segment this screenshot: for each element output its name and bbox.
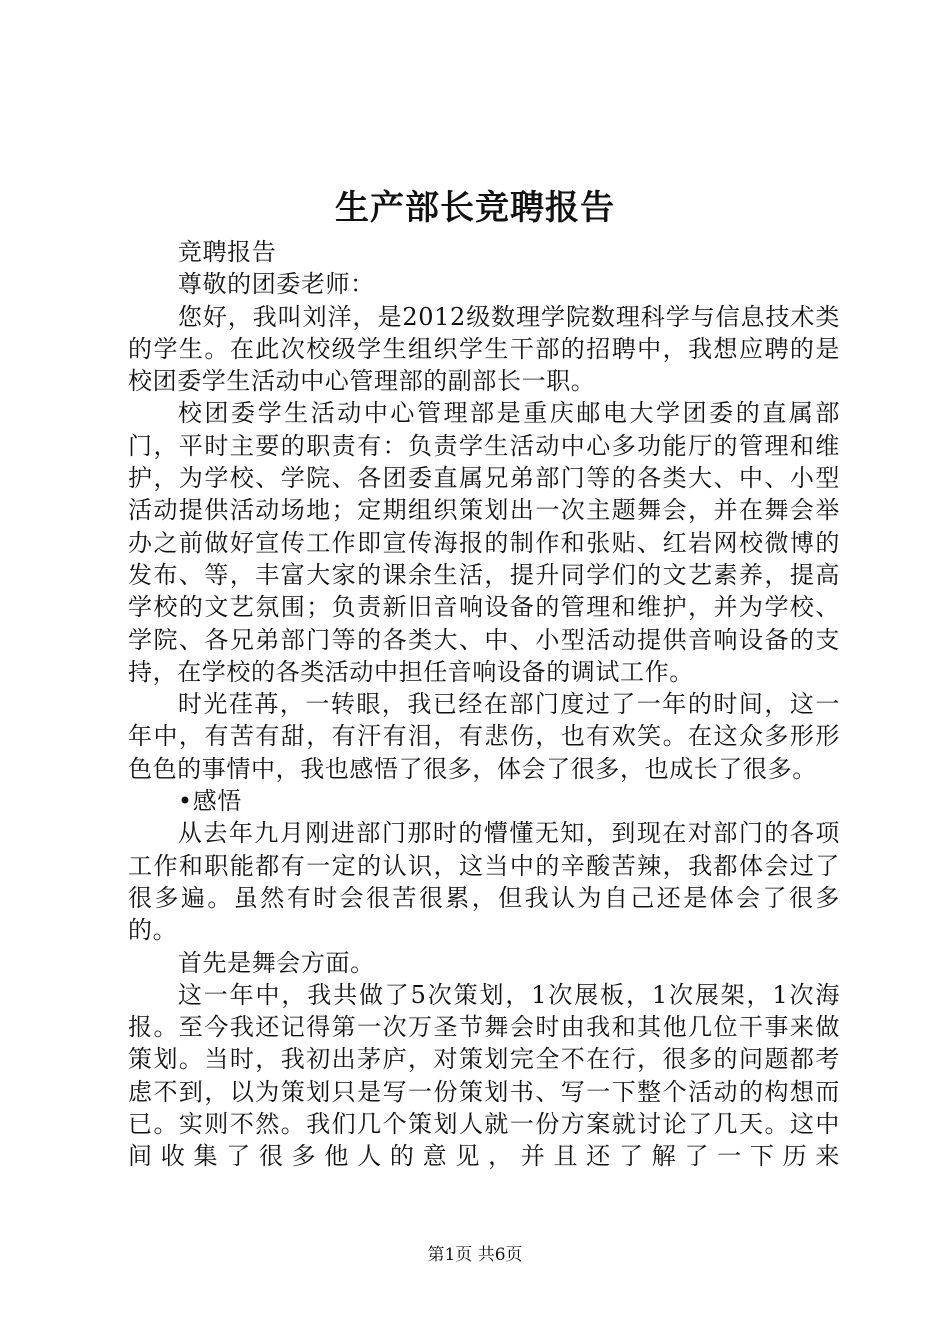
paragraph-heading: 竞聘报告 [177,238,277,266]
paragraph-department-duties: 校团委学生活动中心管理部是重庆邮电大学团委的直属部门，平时主要的职责有：负责学生活动中心多功能厅的管理和维护，为学校、学院、各团委直属兄弟部门等的各类大、中、小型活动提供活动场地；定期组织策划出一次主题舞会，并在舞会举办之前做好宣传工作即宣传海报的制作和张贴、红岩网校微博的发布、等，丰富大家的课余生活，提升同学们的文艺素养，提高学校的文艺氛围；负责新旧音响设备的管理和维护，并为学校、学院、各兄弟部门等的各类大、中、小型活动提供音响设备的支持，在学校的各类活动中担任音响设备的调试工作。 [128,399,840,686]
paragraph-salutation: 尊敬的团委老师： [177,270,375,299]
paragraph-dance-topic: 首先是舞会方面。 [177,948,375,977]
paragraph-one-year: 时光荏苒，一转眼，我已经在部门度过了一年的时间，这一年中，有苦有甜，有汗有泪，有悲伤，也有欢笑。在这众多形形色色的事情中，我也感悟了很多，体会了很多，也成长了很多。 [128,690,840,783]
document-title: 生产部长竞聘报告 [335,188,615,228]
paragraph-reflection: 从去年九月刚进部门那时的懵懂无知，到现在对部门的各项工作和职能都有一定的认识，这当中的辛酸苦辣，我都体会过了很多遍。虽然有时会很苦很累，但我认为自己还是体会了很多的。 [128,819,840,945]
paragraph-intro: 您好，我叫刘洋，是2012级数理学院数理科学与信息技术类的学生。在此次校级学生组织学生干部的招聘中，我想应聘的是校团委学生活动中心管理部的副部长一职。 [128,302,840,396]
document-body [128,236,840,1173]
page-footer: 第1页 共6页 [427,1245,523,1265]
paragraph-section-heading: •感悟 [177,787,242,816]
paragraph-planning: 这一年中，我共做了5次策划，1次展板，1次展架，1次海报。至今我还记得第一次万圣节舞会时由我和其他几位干事来做策划。当时，我初出茅庐，对策划完全不在行，很多的问题都考虑不到，以为策划只是写一份策划书、写一下整个活动的构想而已。实则不然。我们几个策划人就一份方案就讨论了几天。这中间收集了很多他人的意见，并且还了解了一下历来 [128,980,840,1171]
